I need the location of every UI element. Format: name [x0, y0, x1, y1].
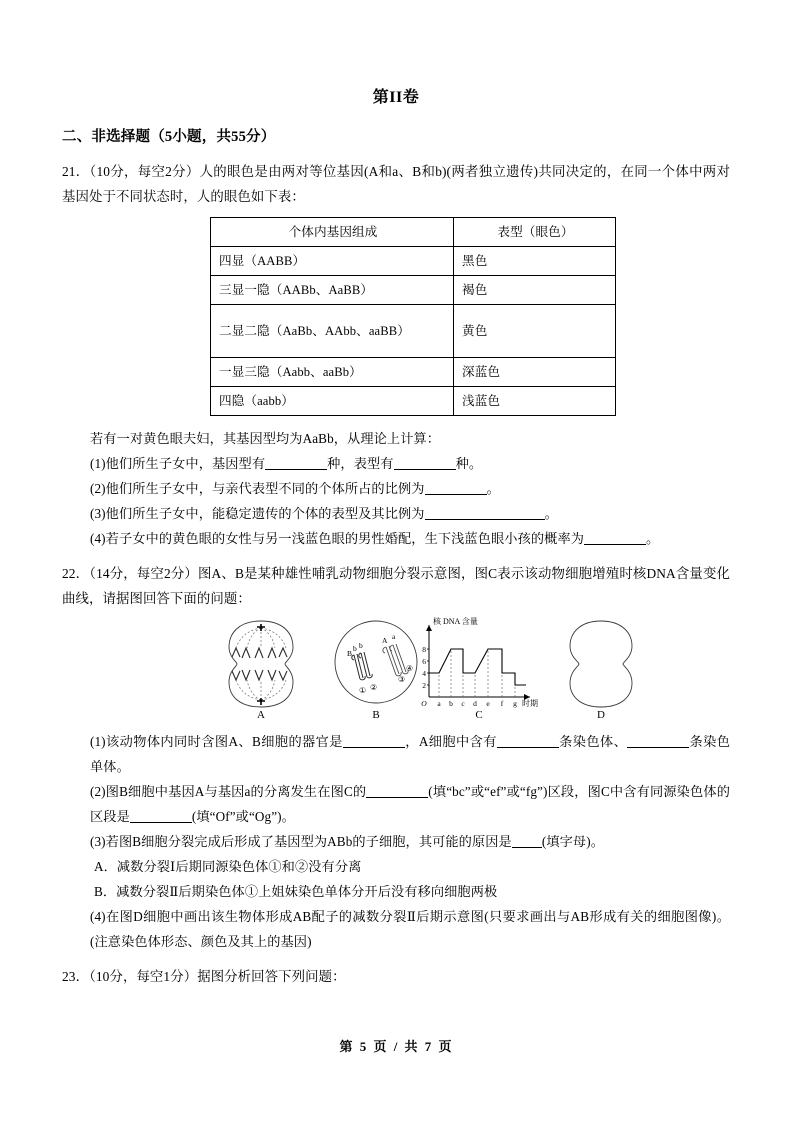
figure-d-drawing — [562, 617, 640, 712]
table-cell-genotype: 四隐（aabb） — [211, 387, 454, 416]
answer-blank[interactable] — [265, 469, 327, 470]
question-22-sub2 — [62, 779, 730, 829]
table-row — [211, 387, 616, 416]
figure-d-label: D — [597, 709, 605, 721]
table-cell-genotype: 三显一隐（AABb、AaBB） — [211, 276, 454, 305]
table-cell-genotype: 二显二隐（AaBb、AAbb、aaBB） — [211, 305, 454, 358]
figure-b-gene-A: A — [382, 636, 388, 645]
q22-sub1-text-d: 条染色单体。 — [90, 734, 730, 774]
answer-blank[interactable] — [425, 519, 545, 520]
question-21-sub4 — [62, 526, 730, 551]
answer-blank[interactable] — [627, 747, 689, 748]
q21-sub4-text-a: (4)若子女中的黄色眼的女性与另一浅蓝色眼的男性婚配，生下浅蓝色眼小孩的概率为 — [90, 531, 585, 546]
page-content — [62, 84, 730, 991]
chart-dna-curve — [429, 649, 526, 685]
table-cell-phenotype: 褐色 — [454, 276, 616, 305]
table-header-phenotype: 表型（眼色） — [454, 218, 616, 247]
figure-a — [218, 617, 304, 721]
figure-b — [330, 617, 422, 721]
chart-xtick-c: c — [461, 699, 465, 708]
figure-b-gene-b2: b — [359, 641, 363, 650]
question-22-sub3 — [62, 829, 730, 854]
q22-sub2-text-b: (填“bc”或“ef”或“fg”)区段，图C中含有同源染色体的区段是 — [90, 784, 730, 824]
figure-b-num-4: ④ — [406, 664, 414, 673]
q21-sub1-text-c: 种。 — [455, 456, 483, 471]
q22-sub1-text-a: (1)该动物体内同时含图A、B细胞的器官是 — [90, 734, 343, 749]
figure-b-num-2: ② — [370, 683, 378, 692]
page-footer: 第 5 页 / 共 7 页 — [339, 1039, 454, 1054]
chart-xtick-e: e — [486, 699, 490, 708]
table-row — [211, 247, 616, 276]
q21-sub4-text-b: 。 — [646, 531, 660, 546]
answer-blank[interactable] — [497, 747, 559, 748]
answer-blank[interactable] — [425, 494, 487, 495]
chart-ytick-4: 4 — [422, 669, 426, 678]
table-cell-phenotype: 黑色 — [454, 247, 616, 276]
table-row — [211, 276, 616, 305]
figure-d — [562, 617, 640, 721]
question-21-sub2 — [62, 476, 730, 501]
figure-a-label: A — [257, 709, 265, 721]
dna-content-chart — [414, 617, 544, 712]
question-21-lead: 若有一对黄色眼夫妇，其基因型均为AaBb，从理论上计算： — [90, 431, 441, 446]
chart-ytick-6: 6 — [422, 657, 426, 666]
question-22-stem: 22．（14分，每空2分）图A、B是某种雄性哺乳动物细胞分裂示意图，图C表示该动物细胞增殖时核DNA含量变化曲线，请据图回答下面的问题： — [62, 566, 730, 606]
chart-y-axis-title: 核 DNA 含量 — [433, 617, 478, 626]
figure-b-drawing — [330, 617, 422, 712]
q21-sub2-text-a: (2)他们所生子女中，与亲代表型不同的个体所占的比例为 — [90, 481, 425, 496]
answer-blank[interactable] — [512, 847, 542, 848]
chart-ytick-8: 8 — [422, 645, 426, 654]
chart-x-axis-title: 时期 — [522, 699, 538, 708]
chart-xtick-g: g — [513, 699, 517, 708]
q22-sub3-text-b: (填字母)。 — [541, 834, 604, 849]
answer-blank[interactable] — [584, 544, 646, 545]
figure-b-num-3: ③ — [398, 675, 406, 684]
chart-xtick-b: b — [449, 699, 453, 708]
q22-sub2-text-c: (填“Of”或“Og”)。 — [191, 809, 295, 824]
figure-b-num-1: ① — [359, 686, 367, 695]
figure-c — [414, 617, 544, 721]
table-row — [211, 305, 616, 358]
genotype-table-wrapper — [62, 217, 730, 416]
q21-sub2-text-b: 。 — [486, 481, 500, 496]
table-cell-genotype: 四显（AABB） — [211, 247, 454, 276]
table-cell-phenotype: 黄色 — [454, 305, 616, 358]
question-22-option-b: B．减数分裂Ⅱ后期染色体①上姐妹染色单体分开后没有移向细胞两极 — [94, 884, 498, 899]
q22-sub1-text-b: ，A细胞中含有 — [404, 734, 497, 749]
figure-b-label: B — [372, 709, 380, 721]
table-cell-phenotype: 深蓝色 — [454, 358, 616, 387]
answer-blank[interactable] — [130, 822, 192, 823]
figure-c-label: C — [475, 709, 483, 721]
figure-b-gene-B: B — [347, 649, 353, 658]
q21-sub1-text-a: (1)他们所生子女中，基因型有 — [90, 456, 266, 471]
q21-sub1-text-b: 种，表型有 — [327, 456, 394, 471]
question-22-option-a: A．减数分裂Ⅰ后期同源染色体①和②没有分离 — [94, 859, 362, 874]
question-21-sub3 — [62, 501, 730, 526]
figure-b-gene-a: a — [392, 632, 396, 641]
q21-sub3-text-b: 。 — [544, 506, 558, 521]
answer-blank[interactable] — [394, 469, 456, 470]
figure-group — [62, 617, 730, 725]
q22-sub2-text-a: (2)图B细胞中基因A与基因a的分离发生在图C的 — [90, 784, 367, 799]
question-22-sub1 — [62, 729, 730, 779]
genotype-phenotype-table — [210, 217, 616, 416]
q22-sub3-text-a: (3)若图B细胞分裂完成后形成了基因型为ABb的子细胞，其可能的原因是 — [90, 834, 512, 849]
table-header-genotype: 个体内基因组成 — [211, 218, 454, 247]
q21-sub3-text-a: (3)他们所生子女中，能稳定遗传的个体的表型及其比例为 — [90, 506, 425, 521]
table-row — [211, 358, 616, 387]
chart-xtick-d: d — [473, 699, 477, 708]
table-cell-genotype: 一显三隐（Aabb、aaBb） — [211, 358, 454, 387]
chart-xtick-O: O — [421, 699, 427, 708]
chart-ytick-2: 2 — [422, 681, 426, 690]
figure-a-drawing — [218, 617, 304, 712]
q22-sub1-text-c: 条染色体、 — [558, 734, 628, 749]
section-title: 二、非选择题（5小题，共55分） — [62, 129, 276, 145]
question-23-stem: 23．（10分，每空1分）据图分析回答下列问题： — [62, 969, 346, 984]
question-21-stem: 21．（10分，每空2分）人的眼色是由两对等位基因(A和a、B和b)(两者独立遗传)共同决定的，在同一个体中两对基因处于不同状态时，人的眼色如下表： — [62, 164, 730, 204]
table-header-row — [211, 218, 616, 247]
question-22-sub4: (4)在图D细胞中画出该生物体形成AB配子的减数分裂Ⅱ后期示意图(只要求画出与AB形成有关的细胞图像)。(注意染色体形态、颜色及其上的基因) — [90, 909, 730, 949]
chart-xtick-f: f — [500, 699, 504, 708]
figure-b-gene-b1: b — [353, 644, 357, 653]
answer-blank[interactable] — [343, 747, 405, 748]
volume-title: 第II卷 — [372, 89, 420, 106]
answer-blank[interactable] — [366, 797, 428, 798]
chart-xtick-a: a — [437, 699, 441, 708]
table-cell-phenotype: 浅蓝色 — [454, 387, 616, 416]
question-21-sub1 — [62, 451, 730, 476]
